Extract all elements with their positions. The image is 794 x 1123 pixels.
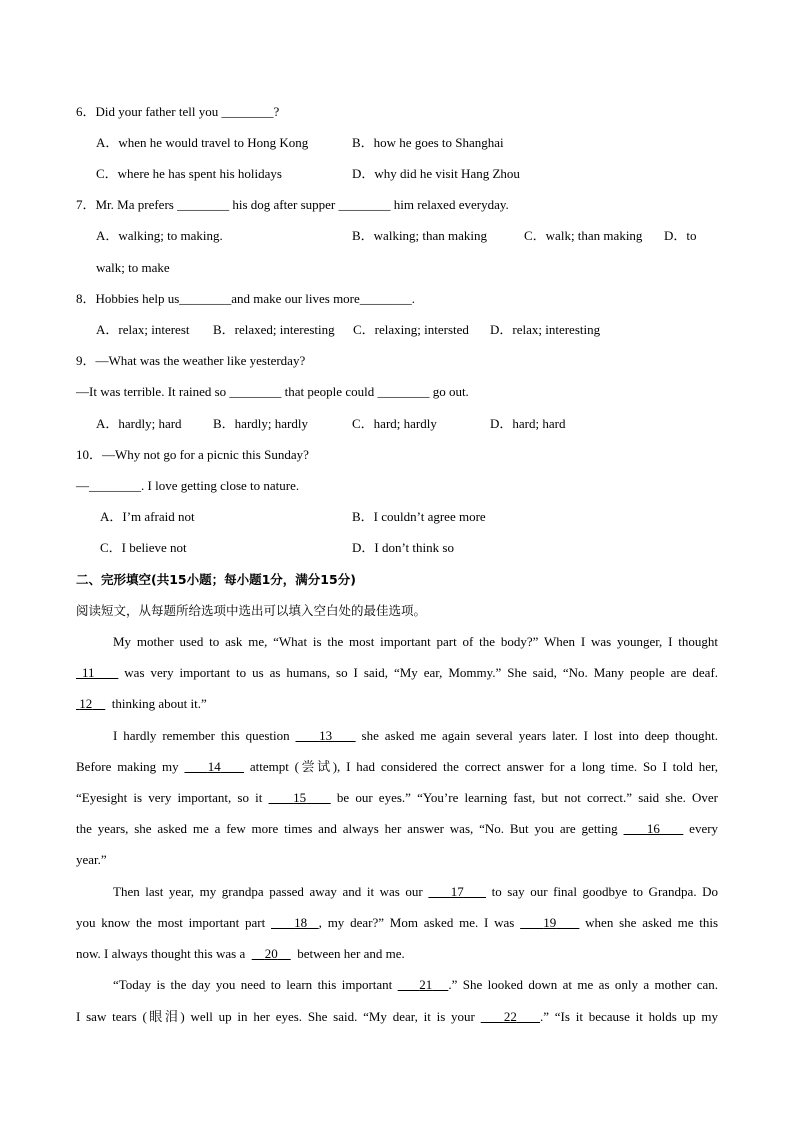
question-7-option-c: C．walk; than making (524, 228, 643, 243)
passage-line-10: you know the most important part 18 , my dear?” Mom asked me. I was 19 when she asked me this (76, 915, 719, 930)
passage-line-2: 11 was very important to us as humans, so I said, “My ear, Mommy.” She said, “No. Many people are deaf. (76, 665, 718, 681)
question-9-option-a: A．hardly; hard (96, 416, 182, 431)
passage-line-11: now. I always thought this was a 20 between her and me. (76, 946, 405, 961)
passage-line-13: I saw tears (眼泪) well up in her eyes. She said. “My dear, it is your 22 .” “Is it because it holds up my (76, 1009, 719, 1024)
question-9-stem: 9．—What was the weather like yesterday? (76, 353, 306, 368)
question-9-option-d: D．hard; hard (490, 416, 566, 431)
question-7-option-b: B．walking; than making (352, 228, 488, 243)
question-8-option-a: A．relax; interest (96, 322, 190, 337)
blank-14: 14 (207, 759, 221, 774)
question-6-option-a: A．when he would travel to Hong Kong (96, 135, 309, 150)
question-8-option-d: D．relax; interesting (490, 322, 601, 337)
blank-18: 18 (294, 915, 308, 930)
passage-line-9: Then last year, my grandpa passed away and it was our 17 to say our final goodbye to Grandpa. Do (113, 884, 719, 899)
passage-line-3: 12 thinking about it.” (76, 696, 207, 712)
question-6-option-b: B．how he goes to Shanghai (352, 135, 504, 150)
blank-12: 12 (79, 696, 93, 711)
question-10-option-a: A．I’m afraid not (100, 509, 195, 524)
question-7-stem: 7．Mr. Ma prefers ________ his dog after supper ________ him relaxed everyday. (76, 197, 509, 212)
blank-19: 19 (543, 915, 557, 930)
passage-line-8: year.” (76, 852, 107, 867)
question-6-stem: 6．Did your father tell you ________? (76, 104, 280, 119)
question-7-option-d: D．to (664, 228, 697, 243)
question-10-option-b: B．I couldn’t agree more (352, 509, 486, 524)
passage-line-12: “Today is the day you need to learn this important 21 .” She looked down at me as only a mother can. (113, 977, 719, 992)
question-7-option-d-continued: walk; to make (96, 260, 170, 275)
question-9-option-c: C．hard; hardly (352, 416, 437, 431)
passage-line-7: the years, she asked me a few more times and always her answer was, “No. But you are getting 16 every (76, 821, 719, 836)
question-6-option-c: C．where he has spent his holidays (96, 166, 282, 181)
passage-line-6: “Eyesight is very important, so it 15 be our eyes.” “You’re learning fast, but not correct.” said she. Over (76, 790, 719, 805)
question-7-option-a: A．walking; to making. (96, 228, 223, 243)
blank-22: 22 (503, 1009, 517, 1024)
section-2-title: 二、完形填空(共15小题；每小题1分，满分15分) (76, 572, 356, 587)
question-8-stem: 8．Hobbies help us________and make our lives more________. (76, 291, 416, 306)
passage-line-4: I hardly remember this question 13 she asked me again several years later. I lost into deep thought. (113, 728, 718, 743)
question-9-reply: —It was terrible. It rained so ________ that people could ________ go out. (76, 384, 469, 399)
question-9-option-b: B．hardly; hardly (213, 416, 308, 431)
passage-line-1: My mother used to ask me, “What is the most important part of the body?” When I was younger, I thought (113, 634, 718, 649)
question-6-option-d: D．why did he visit Hang Zhou (352, 166, 520, 181)
question-10-option-d: D．I don’t think so (352, 540, 454, 555)
question-8-option-c: C．relaxing; intersted (353, 322, 469, 337)
question-10-stem: 10．—Why not go for a picnic this Sunday? (76, 447, 309, 462)
blank-21: 21 (419, 977, 433, 992)
blank-11: 11 (81, 665, 95, 680)
blank-20: 20 (264, 946, 278, 961)
question-10-reply: —________. I love getting close to nature. (76, 478, 300, 493)
question-10-option-c: C．I believe not (100, 540, 187, 555)
blank-13: 13 (319, 728, 333, 743)
section-2-instruction: 阅读短文，从每题所给选项中选出可以填入空白处的最佳选项。 (76, 603, 427, 618)
passage-line-5: Before making my 14 attempt (尝试), I had considered the correct answer for a long time. So I told her, (76, 759, 719, 774)
blank-17: 17 (450, 884, 464, 899)
blank-15: 15 (293, 790, 307, 805)
question-8-option-b: B．relaxed; interesting (213, 322, 335, 337)
blank-16: 16 (646, 821, 660, 836)
